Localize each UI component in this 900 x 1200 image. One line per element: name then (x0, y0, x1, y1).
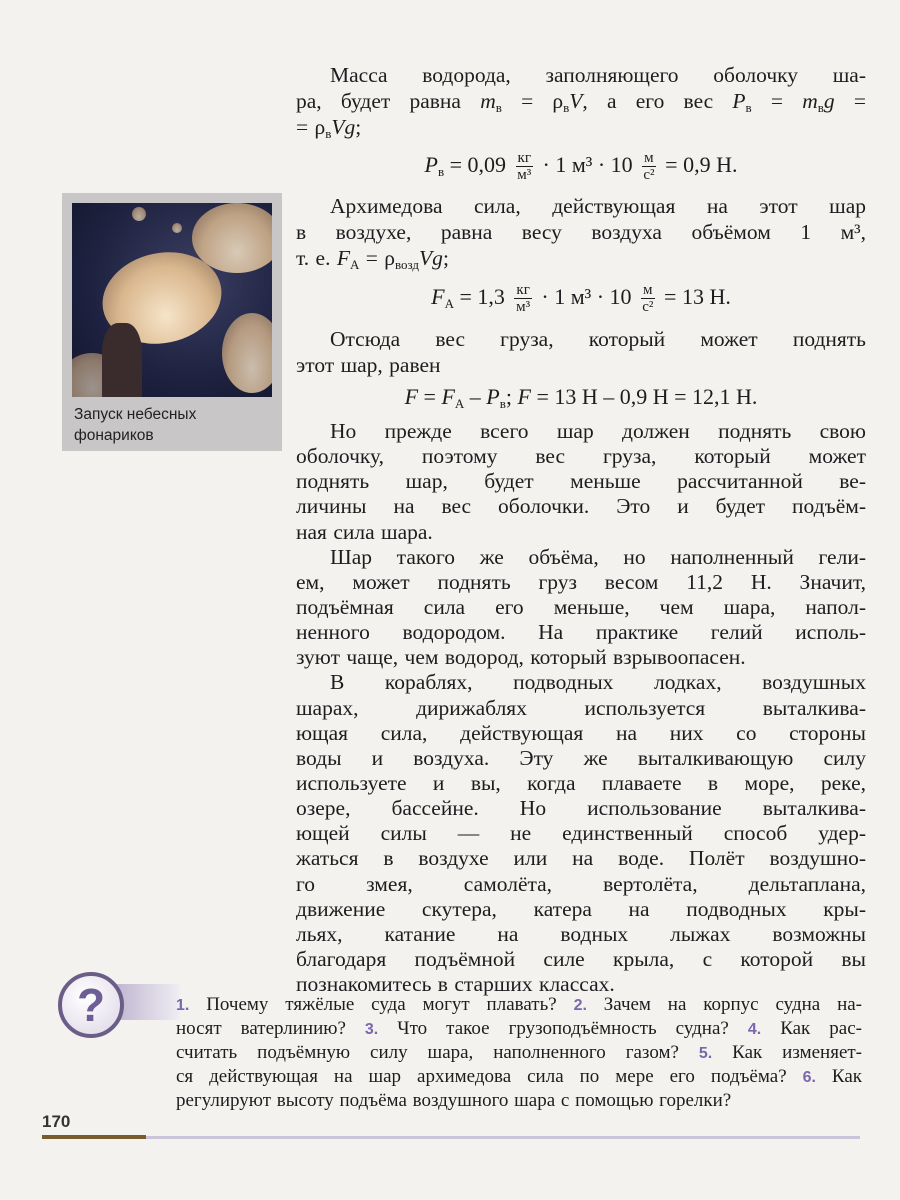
text-line (296, 696, 866, 721)
math-fraction (641, 282, 655, 315)
formula-cargo-weight (296, 380, 866, 414)
formula-hydrogen-weight (296, 148, 866, 182)
text-run: = (834, 89, 866, 113)
text-run: Как рас- (761, 1018, 862, 1039)
text-run: считать подъёмную силу шара, наполненного газом? (176, 1042, 699, 1063)
text-run: воды и воздуха. Эту же выталкивающую силу (296, 745, 866, 770)
math-subscript: в (563, 100, 570, 115)
math-variable: P (486, 384, 500, 409)
text-run: = ρ (501, 89, 564, 113)
fraction-denominator: с² (643, 167, 655, 184)
fraction-denominator: с² (642, 299, 654, 316)
footer-rule-accent (42, 1135, 146, 1139)
text-line (296, 670, 866, 695)
text-line (296, 352, 866, 378)
text-line (296, 796, 866, 821)
caption-line: Запуск небесных (74, 406, 197, 423)
math-subscript: в (817, 100, 824, 115)
text-line (296, 846, 866, 871)
fraction-numerator: кг (516, 282, 530, 299)
text-run: Как изменяет- (712, 1042, 863, 1063)
paragraph-helium (296, 545, 866, 671)
math-variable: F (404, 384, 419, 409)
text-run: го змея, самолёта, вертолёта, дельтаплана, (296, 871, 866, 896)
text-run: носят ватерлинию? (176, 1018, 365, 1039)
text-run: = 0,9 Н. (659, 152, 738, 177)
question-number: 1. (176, 997, 190, 1014)
text-run: , а его вес (582, 89, 733, 113)
math-subscript: в (437, 164, 445, 179)
paragraph-buoyancy-uses (296, 670, 866, 997)
text-line (296, 771, 866, 796)
text-run: т. е. (296, 246, 337, 270)
text-run: Архимедова сила, действующая на этот шар (330, 194, 866, 218)
math-subscript: А (444, 296, 454, 311)
fraction-denominator: м³ (516, 299, 531, 316)
figure-caption (74, 404, 274, 446)
text-run: регулируют высоту подъёма воздушного шара с помощью горелки? (176, 1090, 732, 1111)
math-fraction (516, 150, 533, 183)
math-subscript: в (745, 100, 752, 115)
math-subscript: в (495, 100, 502, 115)
text-line (296, 645, 866, 670)
question-number: 5. (698, 1045, 713, 1062)
text-run: ем, может поднять груз весом 11,2 Н. Значит, (296, 569, 866, 594)
text-line (296, 570, 866, 595)
text-run: · 1 м³ · 10 (535, 284, 638, 309)
text-run: – (464, 384, 487, 409)
question-mark-icon: ? (58, 972, 124, 1038)
text-line (176, 1017, 862, 1041)
text-run: личины на вес оболочки. Это и будет подъём- (296, 494, 866, 519)
text-line (296, 746, 866, 771)
question-number: 4. (747, 1021, 762, 1038)
text-run: ющей силы — не единственный способ удер- (296, 821, 866, 846)
text-line (296, 897, 866, 922)
text-line (296, 494, 866, 519)
math-variable: g (823, 89, 835, 113)
fraction-numerator: м (644, 150, 654, 167)
text-run: жаться в воздухе или на воде. Полёт воздушно- (296, 846, 866, 871)
text-run: Отсюда вес груза, который может поднять (330, 327, 866, 351)
text-run: = 13 Н – 0,9 Н = 12,1 Н. (530, 384, 758, 409)
text-run: В кораблях, подводных лодках, воздушных (330, 670, 866, 695)
question-number: 2. (573, 997, 587, 1014)
text-run: в воздухе, равна весу воздуха объёмом 1 м³, (296, 220, 866, 244)
paragraph-archimedes-force (296, 193, 866, 271)
paragraph-envelope (296, 419, 866, 545)
text-run: Что такое грузоподъёмность судна? (378, 1018, 748, 1039)
text-line (296, 821, 866, 846)
text-line (296, 595, 866, 620)
text-run: = 0,09 (444, 152, 512, 177)
text-line (296, 219, 866, 245)
text-run: ся действующая на шар архимедова сила по мере его подъёма? (176, 1066, 803, 1087)
math-variable: F (441, 384, 455, 409)
math-variable: F (431, 284, 445, 309)
text-run: ; (442, 246, 449, 270)
text-run: = ρ (359, 246, 395, 270)
text-run: познакомитесь в старших классах. (296, 972, 615, 997)
caption-line: фонариков (74, 427, 154, 444)
text-run: ная сила шара. (296, 519, 433, 544)
text-run: шарах, дирижаблях используется выталкива- (296, 695, 866, 720)
text-run: оболочку, поэтому вес груза, который может (296, 444, 866, 469)
text-run: зуют чаще, чем водород, который взрывоопасен. (296, 645, 746, 670)
text-line (176, 1041, 862, 1065)
text-line (296, 922, 866, 947)
math-variable: F (336, 246, 350, 270)
math-subscript: А (349, 257, 360, 272)
fraction-numerator: м (643, 282, 653, 299)
text-run: используете и вы, когда плаваете в море, реке, (296, 770, 866, 795)
math-variable: Vg (419, 246, 443, 270)
text-line (296, 326, 866, 352)
text-run: = 13 Н. (658, 284, 731, 309)
text-line (296, 444, 866, 469)
math-variable: m (480, 89, 496, 113)
text-run: льях, катание на водных лыжах возможны (296, 921, 866, 946)
text-line (296, 469, 866, 494)
math-subscript: А (454, 396, 465, 411)
text-line (296, 88, 866, 114)
text-run: движение скутера, катера на подводных кры- (296, 896, 866, 921)
text-line (296, 545, 866, 570)
text-run: поднять шар, будет меньше рассчитанной ве- (296, 469, 866, 494)
text-run: ; (505, 384, 518, 409)
text-run: Почему тяжёлые суда могут плавать? (189, 994, 574, 1015)
text-run: = 1,3 (454, 284, 511, 309)
text-line (296, 872, 866, 897)
fraction-denominator: м³ (517, 167, 532, 184)
text-run: Как (815, 1066, 862, 1087)
math-variable: P (424, 152, 438, 177)
math-variable: V (569, 89, 583, 113)
text-line (296, 62, 866, 88)
page-number: 170 (42, 1112, 71, 1131)
text-run: этот шар, равен (296, 353, 441, 377)
math-variable: P (732, 89, 746, 113)
text-run: Шар такого же объёма, но наполненный гели- (330, 544, 866, 569)
math-subscript: возд (394, 257, 420, 272)
text-run: ; (355, 115, 362, 139)
sky-lanterns-photo (72, 203, 272, 397)
text-line (176, 1089, 862, 1113)
text-run: озере, бассейне. Но использование выталкива- (296, 796, 866, 821)
text-line (296, 193, 866, 219)
fraction-numerator: кг (517, 150, 531, 167)
math-subscript: в (325, 126, 332, 141)
text-line (296, 520, 866, 545)
text-line (296, 419, 866, 444)
text-run: ющая сила, действующая на них со стороны (296, 720, 866, 745)
formula-archimedes-force (296, 280, 866, 314)
text-run: = (751, 89, 803, 113)
math-variable: Vg (331, 115, 356, 139)
text-line (296, 114, 866, 140)
math-variable: F (517, 384, 531, 409)
text-run: Зачем на корпус судна на- (586, 994, 862, 1015)
question-number: 3. (364, 1021, 379, 1038)
math-subscript: в (499, 396, 506, 411)
text-run: ненного водородом. На практике гелий исполь- (296, 620, 866, 645)
text-run: Масса водорода, заполняющего оболочку ша- (330, 63, 866, 87)
text-run: Но прежде всего шар должен поднять свою (330, 419, 866, 443)
text-line (296, 721, 866, 746)
text-run: ра, будет равна (296, 89, 481, 113)
paragraph-cargo-weight (296, 326, 866, 378)
text-line (176, 1065, 862, 1089)
math-variable: m (802, 89, 818, 113)
text-run: благодаря подъёмной силе крыла, с которой вы (296, 946, 866, 971)
text-run: = ρ (296, 115, 326, 139)
review-questions (176, 993, 862, 1113)
text-line (296, 620, 866, 645)
text-run: = (418, 384, 442, 409)
text-run: · 1 м³ · 10 (537, 152, 639, 177)
text-line (176, 993, 862, 1017)
text-line (296, 245, 866, 271)
footer-rule (146, 1136, 860, 1139)
question-number: 6. (802, 1069, 816, 1086)
text-run: подъёмная сила его меньше, чем шара, напол- (296, 594, 866, 619)
text-line (296, 947, 866, 972)
math-fraction (642, 150, 656, 183)
paragraph-hydrogen-mass (296, 62, 866, 140)
math-fraction (514, 282, 531, 315)
paragraph-lift-force (296, 419, 866, 997)
